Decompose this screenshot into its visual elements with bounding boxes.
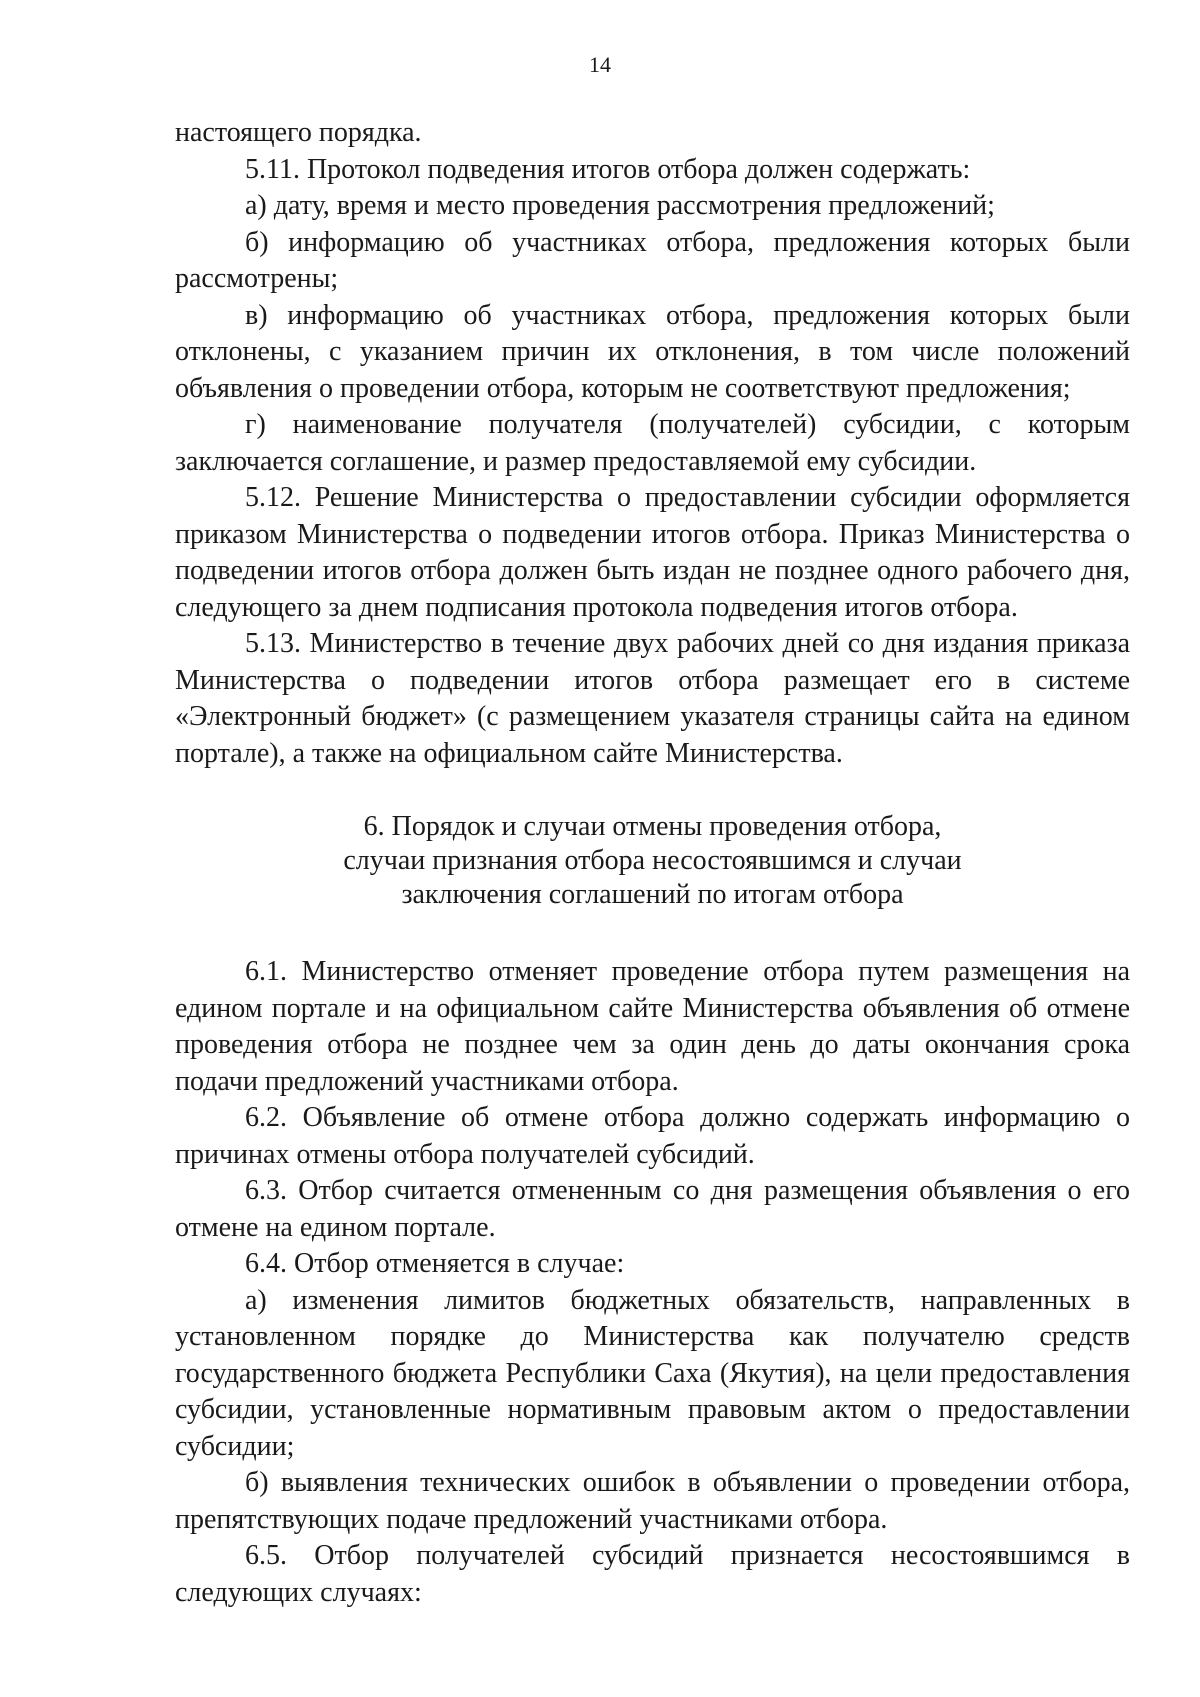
page-number: 14 [589, 52, 611, 77]
paragraph-6-2: 6.2. Объявление об отмене отбора должно содержать информацию о причинах отмены отбора получателей субсидий. [175, 1102, 1130, 1170]
paragraph-5-11-a: а) дату, время и место проведения рассмотрения предложений; [245, 190, 995, 221]
paragraph-5-11-b: б) информацию об участниках отбора, предложения которых были рассмотрены; [175, 226, 1130, 294]
paragraph-6-1: 6.1. Министерство отменяет проведение отбора путем размещения на едином портале и на официальном сайте Министерства объявления об отмене проведения отбора не позднее чем за один день до даты окончания срока подачи предложений участниками отбора. [175, 956, 1130, 1097]
paragraph-5-11-v: в) информацию об участниках отбора, предложения которых были отклонены, с указанием причин их отклонения, в том числе положений объявления о проведении отбора, которым не соответствуют предложения; [175, 299, 1130, 404]
paragraph-6-4-a: а) изменения лимитов бюджетных обязательств, направленных в установленном порядке до Министерства как получателю средств государственного бюджета Республики Саха (Якутия), на цели предоставления субсидии, установленные нормативным правовым актом о предоставлении субсидии; [175, 1284, 1130, 1462]
paragraph-6-5: 6.5. Отбор получателей субсидий признается несостоявшимся в следующих случаях: [175, 1540, 1130, 1608]
paragraph-6-4: 6.4. Отбор отменяется в случае: [245, 1248, 625, 1279]
paragraph-5-13: 5.13. Министерство в течение двух рабочих дней со дня издания приказа Министерства о подведении итогов отбора размещает его в системе «Электронный бюджет» (с размещением указателя страницы сайта на едином портале), а также на официальном сайте Министерства. [175, 628, 1130, 769]
paragraphs-after [175, 954, 1130, 1611]
paragraph-5-11-g: г) наименование получателя (получателей) субсидии, с которым заключается соглашение, и размер предоставляемой ему субсидии. [175, 409, 1130, 477]
section-heading-line-3: заключения соглашений по итогам отбора [401, 879, 904, 910]
section-heading [175, 810, 1130, 912]
paragraph-6-3: 6.3. Отбор считается отмененным со дня размещения объявления о его отмене на едином портале. [175, 1175, 1130, 1243]
paragraphs-before [175, 115, 1130, 772]
paragraph-5-11: 5.11. Протокол подведения итогов отбора должен содержать: [245, 153, 971, 185]
paragraph-continuation: настоящего порядка. [175, 117, 422, 148]
section-heading-line-2: случаи признания отбора несостоявшимся и случаи [343, 845, 962, 876]
section-heading-line-1: 6. Порядок и случаи отмены проведения отбора, [363, 811, 942, 842]
paragraph-6-4-b: б) выявления технических ошибок в объявлении о проведении отбора, препятствующих подаче предложений участниками отбора. [175, 1467, 1130, 1535]
paragraph-5-12: 5.12. Решение Министерства о предоставлении субсидии оформляется приказом Министерства о подведении итогов отбора. Приказ Министерства о подведении итогов отбора должен быть издан не позднее одного рабочего дня, следующего за днем подписания протокола подведения итогов отбора. [175, 482, 1130, 623]
document-body [175, 115, 1130, 1611]
